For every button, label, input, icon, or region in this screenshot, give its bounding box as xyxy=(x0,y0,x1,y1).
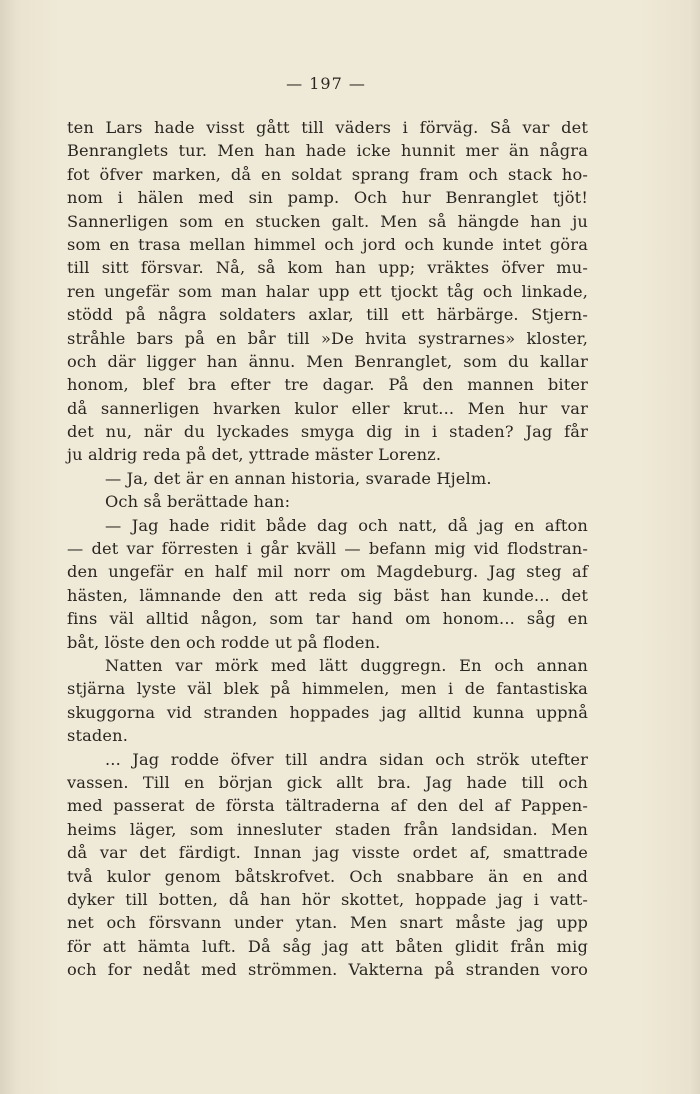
text-line: den ungefär en half mil norr om Magdeburg. Jag steg af xyxy=(67,562,588,582)
text-line: och där ligger han ännu. Men Benranglet, som du kallar xyxy=(67,351,588,371)
text-line: för att hämta luft. Då såg jag att båten glidit från mig xyxy=(67,936,588,956)
page-number: — 197 — xyxy=(286,74,366,93)
text-line: båt, löste den och rodde ut på floden. xyxy=(67,632,381,652)
text-line: då var det färdigt. Innan jag visste ordet af, smattrade xyxy=(67,843,588,863)
text-line: som en trasa mellan himmel och jord och kunde intet göra xyxy=(67,234,588,254)
text-line: — Jag hade ridit både dag och natt, då jag en afton xyxy=(105,515,588,535)
text-line: heims läger, som innesluter staden från landsidan. Men xyxy=(67,819,588,839)
body-text xyxy=(67,116,588,981)
text-line: nom i hälen med sin pamp. Och hur Benranglet tjöt! xyxy=(67,188,588,208)
text-line: ju aldrig reda på det, yttrade mäster Lorenz. xyxy=(67,445,442,465)
text-line: — det var förresten i går kväll — befann mig vid flodstran- xyxy=(67,539,588,559)
text-line: ten Lars hade visst gått till väders i förväg. Så var det xyxy=(67,118,588,137)
text-line: net och försvann under ytan. Men snart måste jag upp xyxy=(67,913,588,933)
text-line: det nu, när du lyckades smyga dig in i staden? Jag får xyxy=(67,422,588,442)
text-line: och for nedåt med strömmen. Vakterna på stranden voro xyxy=(67,960,588,980)
text-line: dyker till botten, då han hör skottet, hoppade jag i vatt- xyxy=(67,889,588,909)
text-line: till sitt försvar. Nå, så kom han upp; vräktes öfver mu- xyxy=(67,258,588,278)
text-line: två kulor genom båtskrofvet. Och snabbare än en and xyxy=(67,866,588,886)
text-line: ... Jag rodde öfver till andra sidan och strök utefter xyxy=(105,749,588,769)
text-line: stödd på några soldaters axlar, till ett härbärge. Stjern- xyxy=(67,305,588,325)
text-line: Sannerligen som en stucken galt. Men så hängde han ju xyxy=(67,211,588,231)
text-line: Och så berättade han: xyxy=(105,492,291,512)
text-line: hästen, lämnande den att reda sig bäst han kunde... det xyxy=(67,585,588,605)
text-line: Natten var mörk med lätt duggregn. En och annan xyxy=(105,655,588,675)
text-line: fot öfver marken, då en soldat sprang fram och stack ho- xyxy=(67,164,588,184)
text-line: skuggorna vid stranden hoppades jag alltid kunna uppnå xyxy=(67,702,588,722)
text-line: honom, blef bra efter tre dagar. På den mannen biter xyxy=(67,375,588,395)
text-line: fins väl alltid någon, som tar hand om honom... såg en xyxy=(67,609,588,629)
text-line: staden. xyxy=(67,726,129,746)
text-line: ren ungefär som man halar upp ett tjockt tåg och linkade, xyxy=(67,281,588,301)
text-line: — Ja, det är en annan historia, svarade Hjelm. xyxy=(105,468,492,488)
text-line: då sannerligen hvarken kulor eller krut... Men hur var xyxy=(67,398,588,418)
text-line: stråhle bars på en bår till »De hvita systrarnes» kloster, xyxy=(67,328,588,348)
text-line: vassen. Till en början gick allt bra. Jag hade till och xyxy=(67,772,588,792)
text-line: stjärna lyste väl blek på himmelen, men i de fantastiska xyxy=(67,679,588,699)
text-line: Benranglets tur. Men han hade icke hunnit mer än några xyxy=(67,141,588,161)
text-line: med passerat de första tältraderna af den del af Pappen- xyxy=(67,796,588,816)
